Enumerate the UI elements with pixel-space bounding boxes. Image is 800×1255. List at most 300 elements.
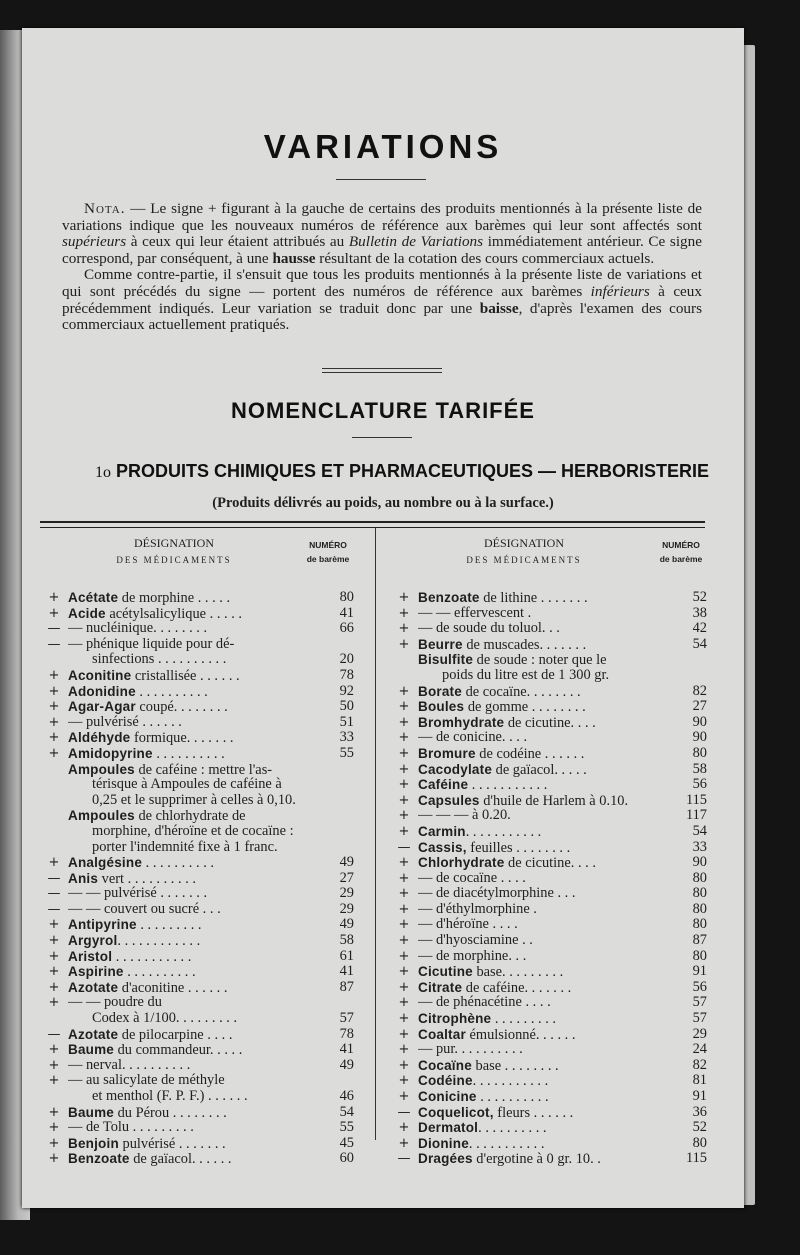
nota-text-segment: — Le signe + figurant à la gauche de certains des produits mentionnés à la présente liste de variations indique que les nouveaux numéros de référence aux barèmes qui leur sont affectés sont	[62, 200, 702, 234]
table-row	[394, 590, 707, 606]
column-header-right	[394, 528, 707, 572]
variation-sign: +	[398, 1057, 410, 1073]
product-detail: — de diacétylmorphine . . .	[418, 886, 576, 902]
table-row	[394, 777, 707, 793]
variation-sign: —	[397, 839, 411, 855]
product-name: Azotate	[68, 979, 119, 995]
bareme-number: 41	[339, 1041, 354, 1058]
page-title: VARIATIONS	[263, 128, 503, 165]
variation-sign: +	[398, 761, 410, 777]
variation-sign: +	[398, 901, 410, 917]
product-detail: base. . . . . . . . .	[472, 964, 564, 981]
bareme-number: 46	[339, 1088, 354, 1104]
table-row	[44, 1136, 354, 1152]
nota-text-segment: Comme contre-partie, il s'ensuit que tous les produits mentionnés à la présente liste de variations et qui sont précédés du signe — portent des numéros de référence aux barèmes	[62, 266, 702, 300]
bareme-number: 54	[692, 822, 707, 839]
product-detail: — de morphine. . .	[418, 948, 527, 964]
product-name: Bromure	[418, 745, 476, 761]
bareme-number: 80	[692, 869, 707, 886]
product-detail: de cicutine. . . .	[504, 855, 596, 872]
product-detail: cristallisée . . . . . .	[131, 667, 240, 684]
product-designation	[68, 886, 312, 902]
variation-sign: +	[398, 870, 410, 886]
product-designation	[68, 917, 312, 934]
table-row	[394, 824, 707, 840]
product-detail: — pulvérisé . . . . . .	[68, 714, 182, 730]
table-row	[44, 840, 354, 856]
product-detail: de pilocarpine . . . .	[118, 1026, 233, 1043]
table-row	[44, 715, 354, 731]
variation-sign: +	[48, 699, 60, 715]
bareme-number: 55	[339, 744, 354, 761]
product-name: Dermatol	[418, 1120, 479, 1136]
bareme-number: 61	[339, 947, 354, 964]
product-detail: — de phénacétine . . . .	[418, 995, 551, 1011]
table-row	[44, 1105, 354, 1121]
heading-divider	[352, 437, 412, 438]
table-row	[44, 637, 354, 653]
table-row	[44, 964, 354, 980]
product-designation	[418, 1089, 665, 1106]
product-designation	[92, 652, 312, 668]
product-detail: . . . . . . . . . . .	[468, 1135, 545, 1152]
product-detail: . . . . . . . . . .	[135, 683, 208, 700]
table-row	[44, 668, 354, 684]
product-designation	[418, 1120, 665, 1137]
product-detail: . . . . . . . . . .	[478, 1120, 547, 1137]
nota-text-segment: immédiatement antérieur. Ce signe correspond, par conséquent, à une	[62, 233, 702, 267]
product-name: Cacodylate	[418, 761, 493, 777]
product-detail: — nerval. . . . . . . . . .	[68, 1057, 191, 1073]
table-row	[44, 1120, 354, 1136]
table-row	[44, 606, 354, 622]
variation-sign: +	[398, 621, 410, 637]
table-row	[44, 933, 354, 949]
bareme-number: 52	[692, 1119, 707, 1136]
product-detail: fleurs . . . . . .	[493, 1104, 574, 1121]
product-detail: . . . . . . . . .	[491, 1011, 557, 1028]
nota-text-segment: à ceux précédemment indiqués. Leur variation se traduit donc par une	[62, 282, 702, 317]
nota-text-segment: résultant de la cotation des cours commerciaux actuels.	[315, 249, 655, 267]
product-detail: de codéine . . . . . .	[475, 745, 585, 762]
section-subheading: (Produits délivrés au poids, au nombre ou à la surface.)	[212, 495, 554, 511]
bareme-label: de barème	[306, 554, 350, 564]
product-name: Citrophène	[418, 1011, 492, 1027]
document-page	[22, 28, 744, 1208]
product-designation	[68, 995, 312, 1011]
product-detail: — — effervescent .	[418, 605, 532, 621]
variation-sign: +	[48, 1057, 60, 1073]
product-designation	[68, 699, 312, 716]
variation-sign: +	[398, 948, 410, 964]
product-detail: de cocaïne. . . . . . . .	[461, 683, 581, 700]
table-row	[394, 933, 707, 949]
table-row	[394, 637, 707, 653]
bareme-number: 115	[685, 1150, 707, 1167]
bareme-number: 52	[692, 589, 707, 605]
product-detail: — de soude du toluol. . .	[418, 621, 560, 637]
table-row	[44, 917, 354, 933]
product-designation	[92, 1089, 312, 1105]
product-detail: de gomme . . . . . . . .	[464, 699, 586, 716]
section-heading	[62, 461, 742, 482]
table-row	[44, 793, 354, 809]
variation-sign: +	[398, 1042, 410, 1058]
table-top-border	[40, 521, 705, 528]
medicaments-header: DES MÉDICAMENTS	[466, 555, 582, 565]
variation-sign: +	[398, 730, 410, 746]
bareme-number: 55	[339, 1119, 354, 1136]
variation-sign: +	[48, 979, 60, 995]
variation-sign: +	[48, 1042, 60, 1058]
product-detail: d'aconitine . . . . . .	[118, 979, 228, 996]
variation-sign: +	[48, 605, 60, 621]
product-detail: de caféine. . . . . . .	[462, 979, 572, 996]
product-name: Acétate	[68, 590, 119, 605]
table-row	[44, 980, 354, 996]
variation-sign: —	[47, 886, 61, 902]
product-designation	[68, 980, 312, 997]
variation-sign: —	[47, 870, 61, 886]
product-designation	[418, 995, 665, 1011]
product-name: Codéine	[418, 1073, 473, 1089]
variation-sign: +	[398, 933, 410, 949]
product-name: Analgésine	[68, 855, 143, 871]
product-name: Amidopyrine	[68, 745, 153, 761]
variation-sign: +	[48, 714, 60, 730]
product-designation	[418, 606, 665, 622]
table-row	[44, 730, 354, 746]
variation-sign: +	[48, 1151, 60, 1167]
product-name: Coquelicot,	[418, 1104, 494, 1120]
product-detail: — au salicylate de méthyle	[68, 1073, 225, 1089]
variation-sign: +	[398, 1135, 410, 1151]
designation-header: DÉSIGNATION	[134, 536, 214, 550]
table-row	[44, 902, 354, 918]
product-designation	[418, 902, 665, 918]
product-detail: feuilles . . . . . . . .	[466, 839, 571, 856]
variation-sign: +	[398, 1011, 410, 1027]
table-row	[394, 1151, 707, 1167]
product-name: Antipyrine	[68, 917, 137, 933]
bareme-number: 54	[339, 1103, 354, 1120]
table-row	[394, 871, 707, 887]
product-detail: — pur. . . . . . . . . .	[418, 1042, 523, 1058]
product-designation	[418, 637, 665, 654]
variation-sign: —	[47, 901, 61, 917]
product-name: Coaltar	[418, 1026, 466, 1042]
product-designation	[418, 730, 665, 746]
product-detail: de muscades. . . . . . .	[462, 636, 587, 653]
product-name: Aristol	[68, 948, 113, 964]
product-name: Cicutine	[418, 964, 473, 980]
product-detail: . . . . . . . . . . .	[112, 948, 192, 965]
product-designation	[68, 902, 312, 918]
product-name: Bisulfite	[418, 652, 474, 668]
variation-sign: +	[398, 855, 410, 871]
rows-left	[44, 590, 354, 1167]
table-row	[394, 762, 707, 778]
bareme-number: 49	[339, 1056, 354, 1073]
product-designation	[418, 621, 665, 637]
product-name: Adonidine	[68, 683, 136, 699]
variation-sign: —	[47, 636, 61, 652]
bareme-number: 80	[692, 916, 707, 933]
bareme-number: 87	[692, 932, 707, 949]
bareme-number: 87	[339, 978, 354, 995]
bareme-number: 42	[692, 620, 707, 637]
product-detail: . . . . . . . . . . .	[465, 823, 542, 840]
bareme-number: 29	[692, 1025, 707, 1042]
product-designation	[442, 668, 665, 684]
product-detail: de cicutine. . . .	[504, 714, 596, 731]
product-designation	[418, 917, 665, 933]
product-designation	[418, 1151, 665, 1168]
product-designation	[68, 684, 312, 701]
bareme-number: 117	[685, 807, 707, 824]
variation-sign: +	[398, 636, 410, 652]
bareme-number: 58	[339, 932, 354, 949]
section-divider	[322, 368, 442, 369]
product-detail: — — couvert ou sucré . . .	[68, 901, 221, 917]
product-name: Caféine	[418, 777, 469, 793]
product-designation	[68, 730, 312, 747]
variation-sign: —	[397, 1151, 411, 1167]
product-name: Ampoules	[68, 808, 135, 824]
product-detail: — — — à 0.20.	[418, 808, 511, 824]
product-name: Argyrol	[68, 933, 118, 949]
variation-sign: +	[48, 730, 60, 746]
bareme-number: 41	[339, 963, 354, 980]
product-detail: porter l'indemnité fixe à 1 franc.	[92, 839, 278, 855]
variation-sign: +	[48, 948, 60, 964]
variation-sign: +	[48, 745, 60, 761]
bareme-number: 24	[692, 1041, 707, 1058]
variation-sign: +	[398, 590, 410, 605]
product-designation	[68, 637, 312, 653]
table-row	[394, 730, 707, 746]
bareme-number: 58	[692, 760, 707, 777]
table-row	[44, 1073, 354, 1089]
product-designation	[418, 777, 665, 794]
product-detail: de lithine . . . . . . .	[479, 590, 588, 606]
bareme-number: 78	[339, 666, 354, 683]
variation-sign: +	[398, 964, 410, 980]
nota-text-segment: , d'après l'examen des cours commerciaux actuellement pratiqués.	[62, 299, 702, 334]
table-row	[394, 964, 707, 980]
product-designation	[68, 1151, 312, 1168]
bareme-number: 50	[339, 698, 354, 715]
product-detail: — d'héroïne . . . .	[418, 917, 518, 933]
table-row	[44, 590, 354, 606]
table-row	[44, 995, 354, 1011]
table-row	[394, 1120, 707, 1136]
product-designation	[418, 808, 665, 824]
product-designation	[418, 964, 665, 981]
product-name: Conicine	[418, 1089, 477, 1104]
nota-paragraph-1	[62, 201, 702, 267]
product-designation	[68, 1136, 312, 1153]
table-row	[394, 1136, 707, 1152]
product-designation	[418, 746, 665, 763]
product-designation	[418, 886, 665, 902]
nota-paragraph-2	[62, 267, 702, 333]
bareme-number: 56	[692, 776, 707, 793]
variation-sign: +	[398, 917, 410, 933]
bareme-number: 29	[339, 900, 354, 917]
bareme-number: 33	[339, 729, 354, 746]
bareme-number: 51	[339, 713, 354, 730]
table-row	[44, 684, 354, 700]
table-row	[44, 808, 354, 824]
variation-sign: +	[48, 1073, 60, 1089]
table-row	[394, 949, 707, 965]
bareme-number: 45	[339, 1134, 354, 1151]
product-designation	[68, 715, 312, 731]
section-number: 1o	[94, 464, 111, 481]
product-designation	[68, 871, 312, 888]
variation-sign: +	[48, 933, 60, 949]
product-designation	[68, 933, 312, 950]
numero-header	[655, 538, 707, 566]
title-divider	[336, 179, 426, 180]
table-row	[394, 668, 707, 684]
table-row	[394, 793, 707, 809]
product-detail: . . . . . . . . . . .	[472, 1073, 549, 1090]
table-row	[394, 1042, 707, 1058]
product-name: Benzoate	[68, 1151, 130, 1167]
product-name: Azotate	[68, 1026, 119, 1042]
product-name: Acide	[68, 605, 106, 621]
product-designation	[418, 949, 665, 965]
column-header-left	[44, 528, 354, 572]
table-row	[44, 621, 354, 637]
product-designation	[68, 590, 312, 607]
table-row	[394, 886, 707, 902]
bareme-number: 90	[692, 854, 707, 871]
product-designation	[418, 1105, 665, 1122]
product-name: Capsules	[418, 792, 480, 808]
bareme-number: 36	[692, 1103, 707, 1120]
product-designation	[418, 1136, 665, 1153]
table-column-divider	[375, 528, 376, 1140]
product-name: Bromhydrate	[418, 714, 505, 730]
product-designation	[92, 840, 312, 856]
product-detail: pulvérisé . . . . . . .	[118, 1135, 226, 1152]
product-designation	[418, 933, 665, 949]
product-detail: du commandeur. . . . .	[114, 1042, 243, 1059]
product-designation	[92, 793, 312, 809]
product-name: Agar-Agar	[68, 699, 136, 715]
product-detail: formique. . . . . . .	[130, 730, 234, 747]
nota-text-segment: hausse	[272, 249, 316, 267]
variation-sign: +	[398, 995, 410, 1011]
product-detail: — d'éthylmorphine .	[418, 901, 537, 917]
variation-sign: +	[398, 1073, 410, 1089]
table-row	[394, 902, 707, 918]
table-row	[44, 886, 354, 902]
product-designation	[418, 1058, 665, 1075]
bareme-number: 115	[685, 791, 707, 808]
product-name: Boules	[418, 699, 465, 715]
product-designation	[68, 1058, 312, 1074]
nota-text-segment: baisse	[479, 299, 519, 317]
product-designation	[92, 824, 312, 840]
bareme-number: 90	[692, 729, 707, 746]
product-designation	[418, 1011, 665, 1028]
bareme-label: de barème	[659, 554, 703, 564]
bareme-number: 29	[339, 885, 354, 902]
bareme-number: 49	[339, 854, 354, 871]
numero-label: NUMÉRO	[309, 540, 347, 550]
bareme-number: 91	[692, 1088, 707, 1104]
product-name: Baume	[68, 1042, 115, 1058]
bareme-number: 80	[339, 589, 354, 605]
table-row	[394, 995, 707, 1011]
product-name: Baume	[68, 1104, 115, 1120]
table-row	[44, 652, 354, 668]
variation-sign: +	[398, 886, 410, 902]
product-name: Aldéhyde	[68, 730, 131, 746]
table-row	[394, 684, 707, 700]
variation-sign: +	[48, 917, 60, 933]
product-detail: . . . . . . . . . . . .	[117, 933, 201, 950]
product-detail: de caféine : mettre l'as-	[134, 761, 273, 778]
product-detail: 0,25 et le supprimer à celles à 0,10.	[92, 792, 296, 808]
bareme-number: 78	[339, 1025, 354, 1042]
nota-text-segment: à ceux qui leur étaient attribués au	[126, 233, 349, 251]
variation-sign: —	[397, 1104, 411, 1120]
product-name: Aconitine	[68, 667, 132, 683]
table-row	[44, 1042, 354, 1058]
bareme-number: 80	[692, 947, 707, 964]
table-row	[394, 980, 707, 996]
bareme-number: 60	[339, 1150, 354, 1167]
product-detail: coupé. . . . . . . .	[135, 699, 228, 716]
variation-sign: +	[48, 1135, 60, 1151]
section-title: PRODUITS CHIMIQUES ET PHARMACEUTIQUES — HERBORISTERIE	[115, 461, 710, 481]
bareme-number: 92	[339, 682, 354, 699]
table-row	[394, 715, 707, 731]
table-row	[394, 699, 707, 715]
product-name: Borate	[418, 683, 462, 699]
product-detail: acétylsalicylique . . . . .	[105, 605, 243, 622]
variation-sign: +	[398, 1026, 410, 1042]
product-detail: — phénique liquide pour dé-	[68, 636, 235, 652]
product-detail: . . . . . . . . . .	[123, 964, 196, 981]
variation-sign: +	[48, 667, 60, 683]
product-designation	[418, 762, 665, 779]
variation-sign: +	[48, 964, 60, 980]
product-name: Benjoin	[68, 1135, 119, 1151]
product-detail: du Pérou . . . . . . . .	[114, 1104, 227, 1121]
variation-sign: +	[398, 777, 410, 793]
product-designation	[418, 590, 665, 607]
bareme-number: 57	[339, 1010, 354, 1027]
product-detail: de morphine . . . . .	[118, 590, 231, 606]
product-designation	[418, 871, 665, 887]
product-designation	[418, 684, 665, 701]
bareme-number: 57	[692, 994, 707, 1011]
product-designation	[68, 949, 312, 966]
product-name: Citrate	[418, 979, 463, 995]
product-designation	[68, 808, 312, 825]
product-detail: base . . . . . . . .	[471, 1057, 559, 1074]
variation-sign: +	[48, 1104, 60, 1120]
bareme-number: 91	[692, 963, 707, 980]
table-row	[394, 606, 707, 622]
nota-text-segment: Bulletin de Variations	[348, 233, 484, 251]
